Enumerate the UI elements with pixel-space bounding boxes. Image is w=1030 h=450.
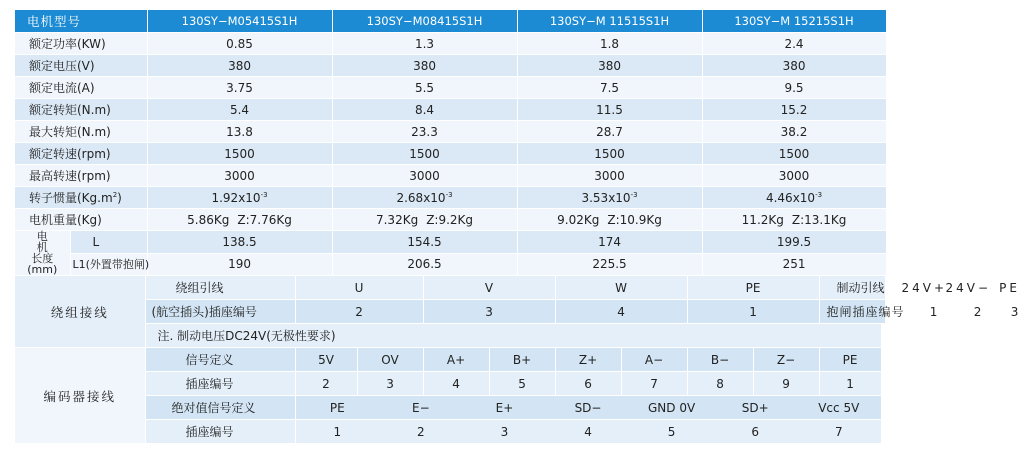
inertia-value: 3.53x10 xyxy=(581,190,631,205)
inertia-exponent: -3 xyxy=(260,190,268,199)
header-row xyxy=(15,10,886,33)
spec-label: 额定转矩(N.m) xyxy=(15,99,147,121)
brake-socket: 2 xyxy=(973,305,982,319)
spec-value: 1.8 xyxy=(517,33,702,55)
brake-socket-cell xyxy=(819,300,1019,324)
encoder-signal: A− xyxy=(621,348,687,372)
wiring-table xyxy=(15,276,1020,444)
spec-value: 1500 xyxy=(517,143,702,165)
encoder-socket: 9 xyxy=(753,372,819,396)
absolute-socket: 5 xyxy=(667,424,676,439)
brake-socket: 3 xyxy=(1010,305,1019,319)
spec-value: 190 xyxy=(147,253,332,276)
encoder-group-label: 编码器接线 xyxy=(15,348,145,444)
weight-value: 5.86Kg xyxy=(187,212,230,227)
absolute-signal-cell xyxy=(295,396,881,420)
length-group-label xyxy=(15,231,70,276)
spec-sheet xyxy=(15,10,1020,441)
spec-row-rated-speed xyxy=(15,143,886,165)
spec-label: 最高转速(rpm) xyxy=(15,165,147,187)
absolute-socket: 1 xyxy=(333,424,342,439)
spec-row-rated-voltage xyxy=(15,55,886,77)
spec-value: 11.5 xyxy=(517,99,702,121)
spec-row-length-l1 xyxy=(15,253,886,276)
encoder-row-label: 信号定义 xyxy=(145,348,295,372)
brake-socket: 1 xyxy=(929,305,938,319)
absolute-socket: 7 xyxy=(834,424,843,439)
length-group-line: 长度 xyxy=(31,252,54,265)
weight-value: 11.2Kg xyxy=(741,212,784,227)
spec-value: 1500 xyxy=(332,143,517,165)
spec-value: 380 xyxy=(332,55,517,77)
model-name: 130SY−M 11515S1H xyxy=(517,10,702,33)
brake-lead: PE xyxy=(999,281,1020,295)
inertia-value: 4.46x10 xyxy=(765,190,816,205)
spec-row-max-torque xyxy=(15,121,886,143)
spec-value: 3000 xyxy=(702,165,886,187)
brake-socket-label: 抱闸插座编号 xyxy=(826,305,905,319)
spec-value: 5.5 xyxy=(332,77,517,99)
encoder-row-label: 绝对值信号定义 xyxy=(145,396,295,420)
brake-voltage-note: 注. 制动电压DC24V(无极性要求) xyxy=(145,324,881,348)
spec-row-rated-current xyxy=(15,77,886,99)
encoder-signal: A+ xyxy=(423,348,489,372)
spec-row-max-speed xyxy=(15,165,886,187)
winding-lead-label: 绕组引线 xyxy=(145,276,295,300)
spec-value: 2.4 xyxy=(702,33,886,55)
spec-value: 380 xyxy=(147,55,332,77)
weight-z-value: Z:10.9Kg xyxy=(607,212,662,227)
absolute-socket: 4 xyxy=(584,424,592,439)
brake-lead: 24V− xyxy=(945,281,992,295)
spec-value: 28.7 xyxy=(517,121,702,143)
model-header-label: 电机型号 xyxy=(15,10,147,33)
inertia-value: 2.68x10 xyxy=(396,190,446,205)
encoder-signal-row xyxy=(15,348,886,372)
encoder-socket: 1 xyxy=(819,372,881,396)
spec-value: 380 xyxy=(702,55,886,77)
weight-value: 7.32Kg xyxy=(375,212,419,227)
spec-value xyxy=(147,209,332,231)
encoder-socket: 4 xyxy=(423,372,489,396)
spec-value: 0.85 xyxy=(147,33,332,55)
absolute-socket: 6 xyxy=(751,424,759,439)
spec-value xyxy=(517,209,702,231)
spec-value: 174 xyxy=(517,231,702,254)
spec-row-inertia xyxy=(15,187,886,209)
spec-value: 9.5 xyxy=(702,77,886,99)
encoder-socket: 3 xyxy=(357,372,423,396)
absolute-signal: SD+ xyxy=(741,400,769,415)
absolute-signal-row xyxy=(15,396,886,420)
winding-socket: 3 xyxy=(423,300,555,324)
spec-value: 3000 xyxy=(517,165,702,187)
inertia-label-sup: 2 xyxy=(112,191,118,199)
absolute-socket-row xyxy=(15,420,886,444)
absolute-signal: Vcc 5V xyxy=(818,400,860,415)
encoder-socket: 2 xyxy=(295,372,357,396)
spec-value: 3.75 xyxy=(147,77,332,99)
winding-socket: 2 xyxy=(295,300,423,324)
spec-value xyxy=(702,209,886,231)
weight-z-value: Z:7.76Kg xyxy=(237,212,292,227)
winding-group-label: 绕组接线 xyxy=(15,276,145,348)
spec-label: 额定转速(rpm) xyxy=(15,143,147,165)
inertia-exponent: -3 xyxy=(815,190,823,199)
brake-lead-cell xyxy=(819,276,1020,300)
length-group-line: 机 xyxy=(36,241,48,254)
inertia-exponent: -3 xyxy=(630,190,638,199)
spec-row-rated-torque xyxy=(15,99,886,121)
spec-label: 额定功率(KW) xyxy=(15,33,147,55)
brake-lead: 24V+ xyxy=(901,281,948,295)
winding-note-row xyxy=(15,324,886,348)
model-name: 130SY−M 15215S1H xyxy=(702,10,886,33)
winding-lead: PE xyxy=(687,276,819,300)
winding-socket: 4 xyxy=(555,300,687,324)
length-group-line: 电 xyxy=(36,230,48,243)
absolute-socket: 3 xyxy=(500,424,509,439)
model-name: 130SY−M05415S1H xyxy=(147,10,332,33)
spec-label: L xyxy=(70,231,147,254)
weight-z-value: Z:13.1Kg xyxy=(791,212,847,227)
absolute-socket: 2 xyxy=(417,424,425,439)
spec-value xyxy=(702,187,886,209)
spec-value: 206.5 xyxy=(332,253,517,276)
spec-value: 23.3 xyxy=(332,121,517,143)
spec-value: 380 xyxy=(517,55,702,77)
spec-value: 1500 xyxy=(702,143,886,165)
spec-row-rated-power xyxy=(15,33,886,55)
spec-value: 5.4 xyxy=(147,99,332,121)
spec-value: 13.8 xyxy=(147,121,332,143)
encoder-signal: PE xyxy=(819,348,881,372)
winding-socket-row xyxy=(15,300,886,324)
absolute-signal: E− xyxy=(412,400,430,415)
spec-value: 154.5 xyxy=(332,231,517,254)
absolute-signal: SD− xyxy=(574,400,602,415)
length-group-line: (mm) xyxy=(27,263,58,276)
absolute-socket-cell xyxy=(295,420,881,444)
spec-value: 8.4 xyxy=(332,99,517,121)
spec-value xyxy=(332,187,517,209)
encoder-socket: 5 xyxy=(489,372,555,396)
spec-label xyxy=(15,187,147,209)
winding-socket: 1 xyxy=(687,300,819,324)
encoder-socket: 7 xyxy=(621,372,687,396)
weight-value: 9.02Kg xyxy=(557,212,600,227)
spec-value: 1.3 xyxy=(332,33,517,55)
spec-value: 251 xyxy=(702,253,886,276)
encoder-socket: 6 xyxy=(555,372,621,396)
inertia-label-end: ) xyxy=(117,191,122,205)
spec-value: 138.5 xyxy=(147,231,332,254)
spec-value: 38.2 xyxy=(702,121,886,143)
encoder-signal: B− xyxy=(687,348,753,372)
spec-row-length-l xyxy=(15,231,886,254)
inertia-label: 转子惯量(Kg.m xyxy=(29,191,113,205)
spec-label: 电机重量(Kg) xyxy=(15,209,147,231)
winding-lead: V xyxy=(423,276,555,300)
encoder-signal: B+ xyxy=(489,348,555,372)
winding-lead: U xyxy=(295,276,423,300)
inertia-exponent: -3 xyxy=(445,190,453,199)
winding-lead-row xyxy=(15,276,886,300)
spec-label: 额定电压(V) xyxy=(15,55,147,77)
spec-value xyxy=(147,187,332,209)
encoder-signal: OV xyxy=(357,348,423,372)
encoder-signal: 5V xyxy=(295,348,357,372)
brake-lead-label: 制动引线 xyxy=(836,281,885,295)
encoder-socket-row xyxy=(15,372,886,396)
spec-value xyxy=(332,209,517,231)
encoder-row-label: 插座编号 xyxy=(145,372,295,396)
spec-label: 额定电流(A) xyxy=(15,77,147,99)
spec-row-weight xyxy=(15,209,886,231)
spec-value: 15.2 xyxy=(702,99,886,121)
winding-socket-label: (航空插头)插座编号 xyxy=(145,300,295,324)
winding-lead: W xyxy=(555,276,687,300)
spec-value: 7.5 xyxy=(517,77,702,99)
spec-value: 3000 xyxy=(332,165,517,187)
spec-value: 1500 xyxy=(147,143,332,165)
spec-value xyxy=(517,187,702,209)
absolute-signal: GND 0V xyxy=(648,400,696,415)
model-name: 130SY−M08415S1H xyxy=(332,10,517,33)
spec-value: 199.5 xyxy=(702,231,886,254)
encoder-signal: Z+ xyxy=(555,348,621,372)
spec-label: L1(外置带抱闸) xyxy=(70,253,147,276)
spec-value: 3000 xyxy=(147,165,332,187)
spec-label: 最大转矩(N.m) xyxy=(15,121,147,143)
absolute-signal: PE xyxy=(329,400,345,415)
encoder-socket: 8 xyxy=(687,372,753,396)
encoder-signal: Z− xyxy=(753,348,819,372)
motor-spec-table xyxy=(15,10,887,276)
spec-value: 225.5 xyxy=(517,253,702,276)
encoder-row-label: 插座编号 xyxy=(145,420,295,444)
inertia-value: 1.92x10 xyxy=(211,190,261,205)
absolute-signal: E+ xyxy=(495,400,514,415)
weight-z-value: Z:9.2Kg xyxy=(426,212,474,227)
